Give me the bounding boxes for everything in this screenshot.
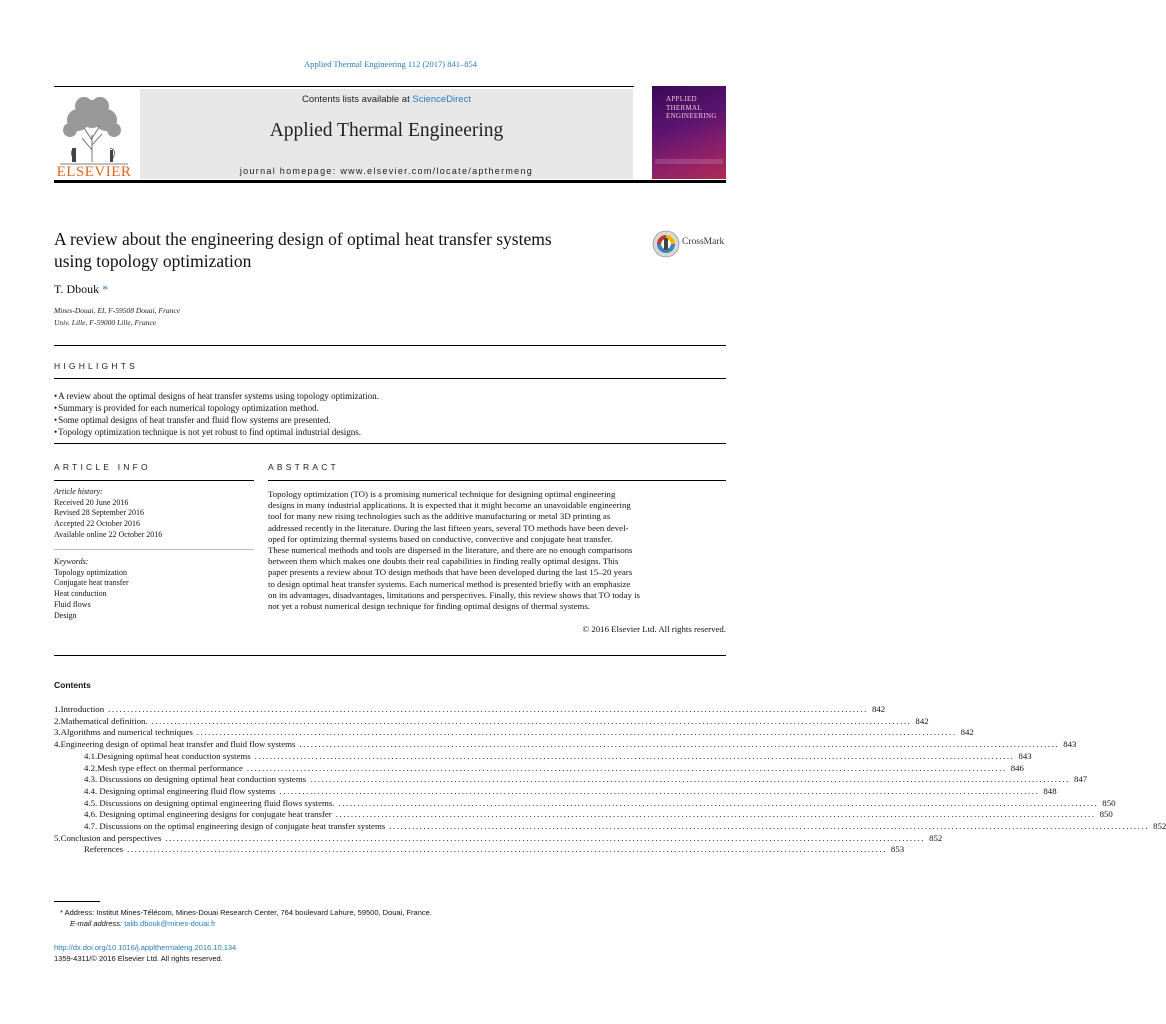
- journal-cover-thumbnail[interactable]: [652, 86, 726, 179]
- toc-entry-number: 1.: [54, 704, 61, 714]
- cover-band: [655, 159, 723, 164]
- contents-prefix: Contents lists available at: [302, 94, 413, 105]
- crossmark-icon: [652, 230, 680, 258]
- toc-entry-number: 2.: [54, 715, 61, 726]
- highlights-heading: HIGHLIGHTS: [54, 361, 138, 371]
- toc-entry[interactable]: [54, 832, 943, 845]
- journal-citation[interactable]: Applied Thermal Engineering 112 (2017) 841–854: [303, 59, 478, 69]
- toc-entry[interactable]: [54, 774, 1088, 786]
- issn-copyright: 1359-4311/© 2016 Elsevier Ltd. All rights reserved.: [54, 954, 223, 963]
- abstract-copyright: © 2016 Elsevier Ltd. All rights reserved.: [582, 624, 726, 634]
- toc-entry[interactable]: [54, 715, 929, 728]
- toc-entry-title: Conclusion and perspectives: [60, 832, 162, 843]
- highlights-list: [54, 390, 379, 438]
- toc-entry[interactable]: [54, 785, 1057, 798]
- article-history: [54, 487, 162, 541]
- toc-entry-page: 843: [1063, 739, 1077, 750]
- abstract-bottom-rule: [54, 655, 726, 656]
- toc-entry-title: 4.4. Designing optimal engineering fluid flow systems: [84, 785, 276, 796]
- affiliation-2: Univ. Lille, F-59000 Lille, France: [54, 318, 157, 327]
- toc-entry[interactable]: [54, 762, 1024, 775]
- author-email-link[interactable]: talib.dbouk@mines-douai.fr: [124, 919, 216, 928]
- toc-leader-dots: ........................................................................................................................................................................................................: [165, 832, 926, 843]
- journal-title: Applied Thermal Engineering: [269, 120, 504, 141]
- highlight-item: • Topology optimization technique is not yet robust to find optimal industrial designs.: [54, 426, 379, 438]
- keyword: Heat conduction: [54, 589, 107, 599]
- toc-entry-page: 853: [890, 844, 905, 855]
- toc-entry-page: 843: [1018, 750, 1032, 761]
- abstract-text: Topology optimization (TO) is a promising numerical technique for designing optimal engineering designs in many industrial applications. It is expected that it might become an unavoidable engineering tool for many new rising technologies such as the additive manufacturing or metal 3D printing as addressed recently in the literature. During the last fifteen years, several TO methods have been devel- oped for optimizing thermal systems based on conductive, convective and conjugate heat transfer. These numerical methods and tools are dispersed in the literature, and there are no enough comparisons between them which makes one doubts their real capabilities in finding really optimal designs. This paper presents a review about TO design methods that have been developed during the last 15–20 years to design optimal heat transfer systems. Each numerical method is presented briefly with an emphasize on its advantages, disadvantages, limitations and perspectives. Finally, this review shows that TO today is not yet a robust numerical design technique for finding optimal designs of thermal systems.: [268, 489, 640, 612]
- header-top-rule: [54, 86, 634, 87]
- toc-leader-dots: ........................................................................................................................................................................................................: [279, 785, 1040, 796]
- author-footnote: [54, 907, 432, 929]
- doi-link[interactable]: http://dx.doi.org/10.1016/j.applthermaleng.2016.10.134: [54, 943, 237, 952]
- toc-entry-number: 3.: [54, 727, 61, 738]
- toc-leader-dots: ........................................................................................................................................................................................................: [127, 844, 887, 855]
- article-title: A review about the engineering design of optimal heat transfer systems using topology optimization: [54, 229, 552, 271]
- toc-entry-title: 4.3. Discussions on designing optimal heat conduction systems: [84, 774, 307, 785]
- toc-entry-number: 4.: [54, 739, 61, 750]
- toc-leader-dots: ........................................................................................................................................................................................................: [151, 715, 912, 726]
- toc-entry-page: 850: [1099, 809, 1113, 820]
- elsevier-wordmark: ELSEVIER: [56, 164, 132, 180]
- keyword: Design: [54, 610, 77, 620]
- article-info-rule: [54, 480, 254, 481]
- article-history-label: Article history:: [54, 487, 103, 496]
- footnote-address: Address: Institut Mines-Télécom, Mines-Douai Research Center, 764 boulevard Lahure, 59500, Douai, France.: [64, 908, 432, 917]
- history-revised: Revised 28 September 2016: [54, 508, 144, 518]
- toc-leader-dots: ........................................................................................................................................................................................................: [254, 750, 1015, 761]
- toc-entry-page: 842: [915, 715, 929, 726]
- toc-leader-dots: ........................................................................................................................................................................................................: [310, 774, 1070, 785]
- highlight-item: • Some optimal designs of heat transfer and fluid flow systems are presented.: [54, 414, 379, 426]
- keywords-divider: [54, 549, 254, 550]
- toc-entry-page: 847: [1073, 774, 1088, 785]
- journal-homepage-link[interactable]: journal homepage: www.elsevier.com/locate/apthermeng: [239, 166, 534, 176]
- footnote-mark: *: [60, 908, 63, 917]
- toc-entry-title: Algorithms and numerical techniques: [60, 727, 193, 738]
- toc-leader-dots: ........................................................................................................................................................................................................: [338, 797, 1099, 808]
- contents-heading: Contents: [54, 680, 91, 690]
- keywords-label: Keywords:: [54, 557, 89, 566]
- toc-entry-page: 850: [1102, 797, 1116, 808]
- toc-entry-title: Engineering design of optimal heat transfer and fluid flow systems: [60, 739, 296, 750]
- history-accepted: Accepted 22 October 2016: [54, 519, 140, 529]
- keyword: Conjugate heat transfer: [54, 578, 129, 588]
- toc-entry-page: 846: [1010, 762, 1024, 773]
- email-label: E-mail address:: [70, 919, 125, 928]
- toc-entry-title: 4.7. Discussions on the optimal engineering design of conjugate heat transfer systems: [84, 821, 386, 831]
- highlights-rule: [54, 378, 726, 379]
- footnote-rule: [54, 901, 100, 902]
- toc-entry-title: Mathematical definition.: [60, 715, 148, 726]
- history-received: Received 20 June 2016: [54, 497, 129, 507]
- toc-entry-number: 4.2.: [84, 762, 98, 773]
- cover-title: APPLIED THERMAL ENGINEERING: [666, 95, 717, 120]
- toc-entry[interactable]: [54, 797, 1116, 810]
- toc-entry-title: 4.5. Discussions on designing optimal engineering fluid flows systems.: [84, 797, 335, 808]
- toc-entry-page: 842: [960, 727, 974, 738]
- toc-entry[interactable]: [54, 739, 1077, 751]
- affiliation-1: Mines-Douai, EI, F-59508 Douai, France: [54, 306, 181, 315]
- article-info-heading: ARTICLE INFO: [54, 462, 151, 472]
- abstract-rule: [268, 480, 726, 481]
- toc-leader-dots: ........................................................................................................................................................................................................: [108, 704, 868, 714]
- keywords: [54, 557, 129, 621]
- header-bottom-rule: [54, 180, 726, 183]
- toc-entry-page: 842: [871, 704, 886, 714]
- highlight-item: • Summary is provided for each numerical topology optimization method.: [54, 402, 379, 414]
- toc-entry[interactable]: [54, 821, 1166, 833]
- contents-available-line: [140, 94, 633, 105]
- keyword: Topology optimization: [54, 567, 127, 577]
- highlight-item: • A review about the optimal designs of heat transfer systems using topology optimization.: [54, 390, 379, 402]
- toc-entry[interactable]: [54, 809, 1113, 821]
- toc-leader-dots: ........................................................................................................................................................................................................: [299, 739, 1060, 750]
- toc-entry[interactable]: [54, 704, 886, 716]
- toc-entry[interactable]: [54, 750, 1032, 763]
- toc-entry-number: 5.: [54, 832, 61, 843]
- toc-entry-page: 852: [1153, 821, 1166, 831]
- toc-entry-title: Designing optimal heat conduction systems: [97, 750, 251, 761]
- toc-entry-title: Introduction: [60, 704, 105, 714]
- sciencedirect-link[interactable]: ScienceDirect: [412, 94, 471, 105]
- toc-leader-dots: ........................................................................................................................................................................................................: [246, 762, 1007, 773]
- toc-entry-page: 848: [1043, 785, 1057, 796]
- author-footnote-mark[interactable]: *: [102, 282, 109, 296]
- doi-block: [54, 942, 236, 964]
- highlights-bottom-rule: [54, 443, 726, 444]
- toc-leader-dots: ........................................................................................................................................................................................................: [389, 821, 1150, 831]
- toc-entry-page: 852: [929, 832, 943, 843]
- toc-entry-title: Mesh type effect on thermal performance: [97, 762, 243, 773]
- toc-entry-title: References: [84, 844, 124, 855]
- toc-entry-number: 4.1.: [84, 750, 98, 761]
- toc-entry[interactable]: [54, 844, 905, 856]
- toc-entry-title: 4.6. Designing optimal engineering designs for conjugate heat transfer: [84, 809, 332, 820]
- crossmark-label: CrossMark: [682, 237, 725, 247]
- toc-leader-dots: ........................................................................................................................................................................................................: [335, 809, 1096, 820]
- history-online: Available online 22 October 2016: [54, 529, 163, 539]
- crossmark-badge[interactable]: [652, 229, 738, 259]
- toc-entry[interactable]: [54, 727, 974, 739]
- author-name: T. Dbouk *: [54, 282, 109, 296]
- keyword: Fluid flows: [54, 599, 91, 609]
- highlights-top-rule: [54, 345, 726, 346]
- toc-leader-dots: ........................................................................................................................................................................................................: [196, 727, 957, 738]
- abstract-heading: ABSTRACT: [268, 462, 339, 472]
